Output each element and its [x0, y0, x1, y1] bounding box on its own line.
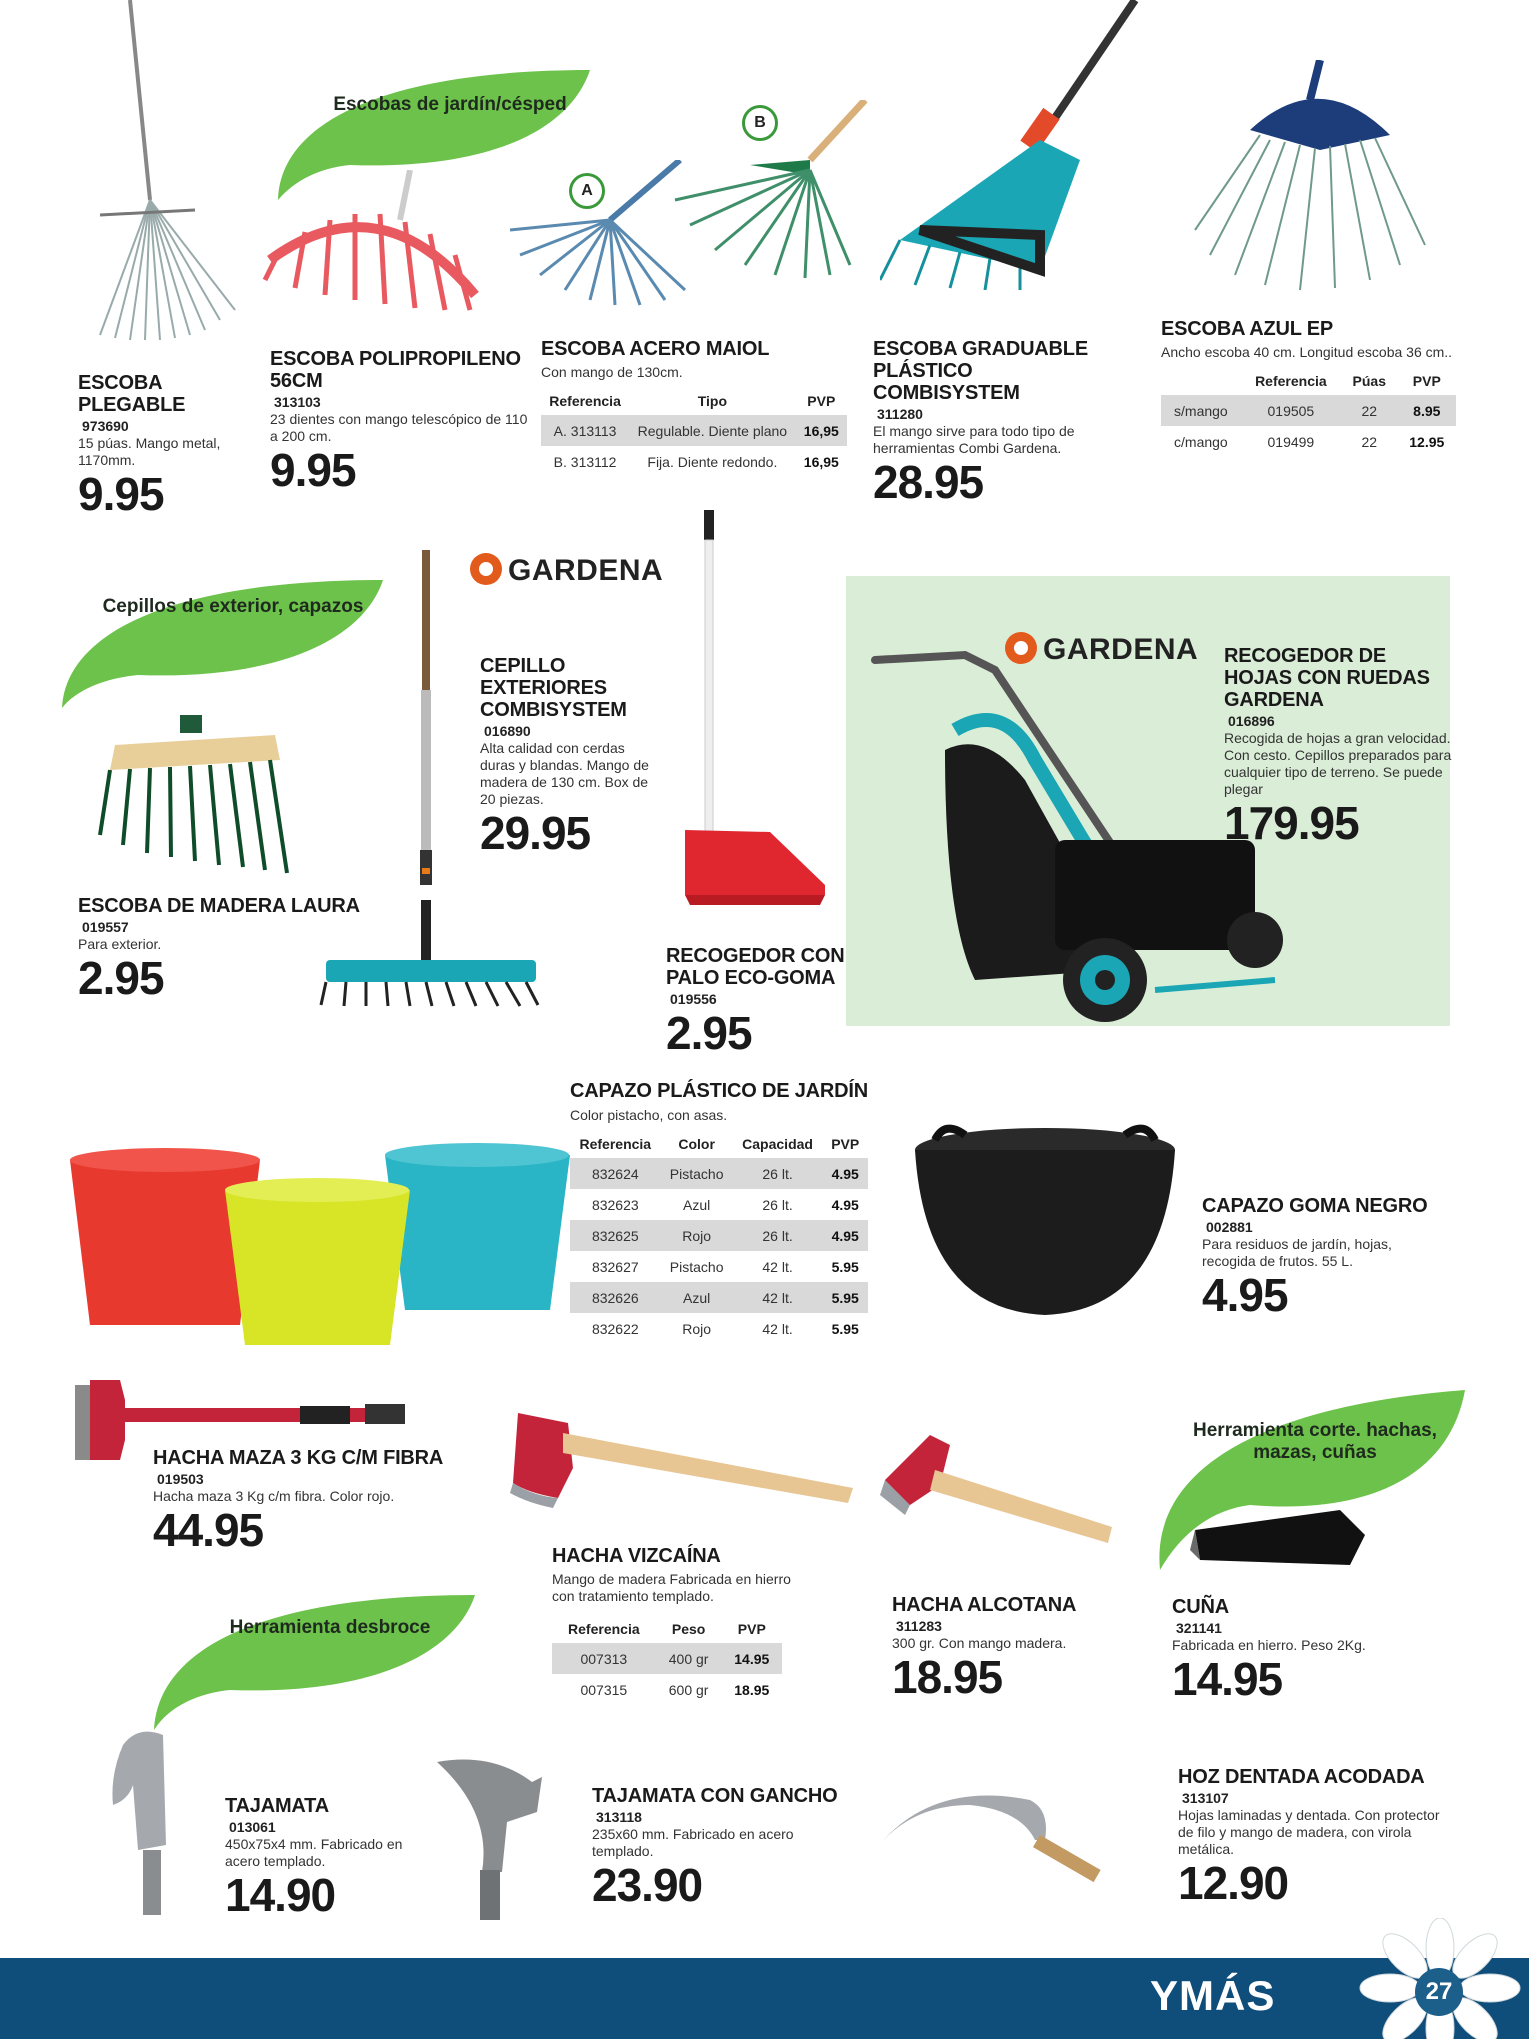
capazos-plastico-image	[60, 1130, 580, 1350]
capazo-plastico-table	[570, 1130, 868, 1344]
brand-label: GARDENA	[1043, 633, 1199, 666]
product-hacha-vizcaina	[552, 1545, 812, 1705]
cell: 42 lt.	[762, 1258, 793, 1275]
table-row	[541, 446, 847, 477]
page-number: 27	[1415, 1968, 1463, 2016]
cell: 832625	[570, 1220, 661, 1251]
product-desc: Para exterior.	[78, 936, 162, 952]
product-tajamata	[225, 1795, 435, 1920]
product-desc: 15 púas. Mango metal, 1170mm.	[78, 435, 221, 468]
product-ref: 019557	[82, 919, 129, 935]
product-title: TAJAMATA	[225, 1795, 329, 1817]
product-ref: 313107	[1182, 1790, 1229, 1806]
product-ref: 002881	[1206, 1219, 1253, 1235]
cell: 4.95	[831, 1196, 859, 1213]
product-desc: Para residuos de jardín, hojas, recogida de frutos. 55 L.	[1202, 1236, 1392, 1269]
cell: 832623	[591, 1196, 639, 1213]
product-price: 14.95	[1172, 1653, 1283, 1705]
col-header: PVP	[737, 1621, 766, 1637]
category-label: Herramienta desbroce	[229, 1617, 431, 1638]
product-escoba-laura	[78, 895, 378, 1003]
product-ref: 973690	[82, 418, 129, 434]
product-desc: Recogida de hojas a gran velocidad. Con cesto. Cepillos preparados para cualquier tipo de terreno. Se puede plegar	[1224, 730, 1452, 797]
hoz-image	[870, 1780, 1120, 1900]
product-price: 2.95	[666, 1007, 752, 1059]
cell: A. 313113	[541, 415, 629, 446]
table-row	[570, 1189, 868, 1220]
product-price: 2.95	[78, 952, 164, 1004]
product-hacha-alcotana	[892, 1594, 1122, 1702]
col-header: Referencia	[1255, 373, 1327, 389]
product-capazo-goma	[1202, 1195, 1442, 1320]
recogedor-palo-image	[680, 510, 830, 910]
product-title: RECOGEDOR CON PALO ECO-GOMA	[666, 945, 845, 989]
cell: 600 gr	[668, 1681, 709, 1698]
cell: 42 lt.	[762, 1320, 793, 1337]
cell: 400 gr	[656, 1643, 722, 1674]
escoba-acero-table	[541, 387, 847, 477]
product-desc: 235x60 mm. Fabricado en acero templado.	[592, 1826, 794, 1859]
product-price: 14.90	[225, 1869, 336, 1921]
col-header: Púas	[1352, 373, 1386, 389]
product-desc: 23 dientes con mango telescópico de 110 a 200 cm.	[270, 411, 528, 444]
badge-b: B	[742, 105, 778, 141]
cell: 832627	[591, 1258, 639, 1275]
cell: 22	[1361, 433, 1378, 450]
product-price: 179.95	[1224, 797, 1359, 849]
product-escoba-plegable	[78, 372, 268, 519]
hacha-alcotana-image	[880, 1435, 1115, 1555]
product-title: ESCOBA GRADUABLE PLÁSTICO COMBISYSTEM	[873, 338, 1088, 404]
product-desc: Mango de madera Fabricada en hierro con tratamiento templado.	[552, 1571, 791, 1604]
capazo-goma-image	[905, 1110, 1185, 1330]
product-title: ESCOBA DE MADERA LAURA	[78, 895, 360, 917]
category-label: Cepillos de exterior, capazos	[102, 596, 364, 617]
cell: 007313	[552, 1643, 656, 1674]
category-banner-desbroce	[150, 1585, 480, 1735]
product-title: HACHA MAZA 3 KG C/M FIBRA	[153, 1447, 444, 1469]
product-price: 44.95	[153, 1504, 264, 1556]
product-title: RECOGEDOR DE HOJAS CON RUEDAS GARDENA	[1224, 645, 1430, 711]
product-recogedor-hojas	[1224, 645, 1454, 848]
product-desc: Con mango de 130cm.	[541, 364, 683, 380]
product-ref: 321141	[1176, 1620, 1222, 1636]
footer-bar	[0, 1958, 1529, 2039]
product-desc: Hacha maza 3 Kg c/m fibra. Color rojo.	[153, 1488, 395, 1504]
product-title: ESCOBA POLIPROPILENO 56CM	[270, 348, 521, 392]
product-title: HOZ DENTADA ACODADA	[1178, 1766, 1425, 1788]
product-ref: 313118	[596, 1809, 642, 1825]
product-title: HACHA VIZCAÍNA	[552, 1545, 721, 1567]
hacha-vizcaina-image	[508, 1408, 853, 1513]
cell: 5.95	[831, 1258, 859, 1275]
cell: 22	[1341, 395, 1398, 426]
cell: 832626	[570, 1282, 661, 1313]
cell: 16,95	[796, 415, 847, 446]
product-cepillo-exteriores	[480, 655, 650, 858]
cell: Rojo	[661, 1220, 733, 1251]
cell: Regulable. Diente plano	[629, 415, 795, 446]
cell: Fija. Diente redondo.	[647, 453, 778, 470]
product-title: ESCOBA ACERO MAIOL	[541, 338, 770, 360]
tajamata-image	[108, 1725, 178, 1920]
col-header: Tipo	[697, 393, 728, 409]
product-ref: 019556	[670, 991, 717, 1007]
col-header: Capacidad	[742, 1136, 813, 1152]
hacha-vizcaina-table	[552, 1615, 782, 1705]
cell: 18.95	[734, 1681, 770, 1698]
table-row	[570, 1282, 868, 1313]
product-desc: Alta calidad con cerdas duras y blandas. Mango de madera de 130 cm. Box de 20 piezas.	[480, 740, 649, 807]
table-row	[541, 415, 847, 446]
product-cuna	[1172, 1596, 1432, 1704]
col-header: PVP	[807, 393, 836, 409]
product-ref: 311283	[896, 1618, 942, 1634]
escoba-laura-image	[95, 715, 295, 880]
tajamata-gancho-image	[432, 1752, 552, 1922]
gardena-icon	[470, 553, 502, 585]
product-price: 18.95	[892, 1651, 1003, 1703]
product-ref: 016896	[1228, 713, 1275, 729]
product-price: 12.90	[1178, 1857, 1289, 1909]
cell: 019499	[1267, 433, 1315, 450]
product-hacha-maza	[153, 1447, 473, 1555]
product-desc: Fabricada en hierro. Peso 2Kg.	[1172, 1637, 1366, 1653]
product-escoba-polipropileno	[270, 348, 530, 495]
product-desc: El mango sirve para todo tipo de herramientas Combi Gardena.	[873, 423, 1075, 456]
category-label: Herramienta corte. hachas, mazas, cuñas	[1193, 1420, 1437, 1463]
cell: 12.95	[1409, 433, 1445, 450]
cepillo-mango-image	[410, 550, 440, 890]
table-row	[552, 1643, 782, 1674]
cell: Azul	[661, 1282, 733, 1313]
product-escoba-acero	[541, 338, 851, 477]
product-desc: 450x75x4 mm. Fabricado en acero templado.	[225, 1836, 403, 1869]
gardena-logo-box	[1005, 632, 1198, 667]
table-row	[570, 1220, 868, 1251]
gardena-icon	[1005, 632, 1037, 664]
cell: 26 lt.	[762, 1196, 793, 1213]
product-price: 9.95	[78, 468, 164, 520]
product-title: TAJAMATA CON GANCHO	[592, 1785, 838, 1807]
col-header: Referencia	[579, 1136, 652, 1152]
col-header: PVP	[1412, 373, 1441, 389]
cell: 4.95	[822, 1220, 868, 1251]
product-title: CAPAZO PLÁSTICO DE JARDÍN	[570, 1080, 868, 1102]
cell: 26 lt.	[733, 1220, 823, 1251]
cell: 5.95	[831, 1320, 859, 1337]
cell: Azul	[683, 1196, 711, 1213]
escoba-azul-image	[1190, 60, 1450, 300]
product-price: 9.95	[270, 444, 356, 496]
cell: 5.95	[822, 1282, 868, 1313]
product-price: 29.95	[480, 807, 591, 859]
cell: 14.95	[722, 1643, 782, 1674]
cell: 007315	[580, 1681, 628, 1698]
col-header: Referencia	[568, 1621, 640, 1637]
product-price: 23.90	[592, 1859, 703, 1911]
cell: 832622	[591, 1320, 639, 1337]
product-escoba-azul	[1161, 318, 1461, 457]
product-ref: 016890	[484, 723, 531, 739]
col-header: Color	[678, 1136, 715, 1152]
product-tajamata-gancho	[592, 1785, 842, 1910]
cell: B. 313112	[553, 453, 617, 470]
table-row	[570, 1158, 868, 1189]
leaf-shape	[58, 570, 388, 720]
cell: 832624	[570, 1158, 661, 1189]
cell: c/mango	[1174, 433, 1228, 450]
product-title: ESCOBA AZUL EP	[1161, 318, 1334, 340]
ymas-logo: YMÁS	[1150, 1972, 1276, 2019]
table-row	[570, 1251, 868, 1282]
cell: Pistacho	[661, 1158, 733, 1189]
product-title: ESCOBA PLEGABLE	[78, 372, 186, 416]
cell: 8.95	[1398, 395, 1456, 426]
col-header: Referencia	[549, 393, 621, 409]
product-recogedor-palo	[666, 945, 846, 1058]
col-header: PVP	[831, 1136, 860, 1152]
table-row	[1161, 426, 1456, 457]
leaf-shape	[150, 1585, 480, 1735]
product-ref: 311280	[877, 406, 923, 422]
cell: 26 lt.	[733, 1158, 823, 1189]
product-desc: 300 gr. Con mango madera.	[892, 1635, 1067, 1651]
badge-a: A	[569, 173, 605, 209]
product-escoba-graduable	[873, 338, 1113, 507]
product-title: CEPILLO EXTERIORES COMBISYSTEM	[480, 655, 627, 721]
cell: 4.95	[822, 1158, 868, 1189]
cell: 019505	[1241, 395, 1341, 426]
escoba-polipropileno-image	[260, 170, 490, 330]
escoba-graduable-image	[880, 0, 1140, 290]
cell: Pistacho	[669, 1258, 724, 1275]
product-title: HACHA ALCOTANA	[892, 1594, 1077, 1616]
product-price: 28.95	[873, 456, 984, 508]
table-row	[570, 1313, 868, 1344]
col-header: Peso	[671, 1621, 706, 1637]
cuna-image	[1190, 1505, 1370, 1575]
product-title: CUÑA	[1172, 1596, 1229, 1618]
gardena-logo	[470, 553, 663, 588]
product-desc: Color pistacho, con asas.	[570, 1107, 728, 1123]
product-title: CAPAZO GOMA NEGRO	[1202, 1195, 1428, 1217]
product-hoz	[1178, 1766, 1448, 1908]
table-row	[1161, 395, 1456, 426]
category-banner-cepillos	[58, 570, 388, 720]
product-price: 4.95	[1202, 1269, 1288, 1321]
cell: 42 lt.	[733, 1282, 823, 1313]
product-capazo-plastico	[570, 1080, 890, 1344]
cell: Rojo	[682, 1320, 712, 1337]
escoba-azul-table	[1161, 367, 1456, 457]
cell: s/mango	[1161, 395, 1241, 426]
product-ref: 013061	[229, 1819, 276, 1835]
product-ref: 019503	[157, 1471, 204, 1487]
cell: 16,95	[803, 453, 839, 470]
brand-label: GARDENA	[508, 554, 664, 587]
product-desc: Hojas laminadas y dentada. Con protector de filo y mango de madera, con virola metálica.	[1178, 1807, 1440, 1857]
product-ref: 313103	[274, 394, 321, 410]
escoba-plegable-image	[80, 0, 250, 345]
table-row	[552, 1674, 782, 1705]
category-label: Escobas de jardín/césped	[333, 94, 567, 115]
product-desc: Ancho escoba 40 cm. Longitud escoba 36 cm..	[1161, 344, 1453, 360]
